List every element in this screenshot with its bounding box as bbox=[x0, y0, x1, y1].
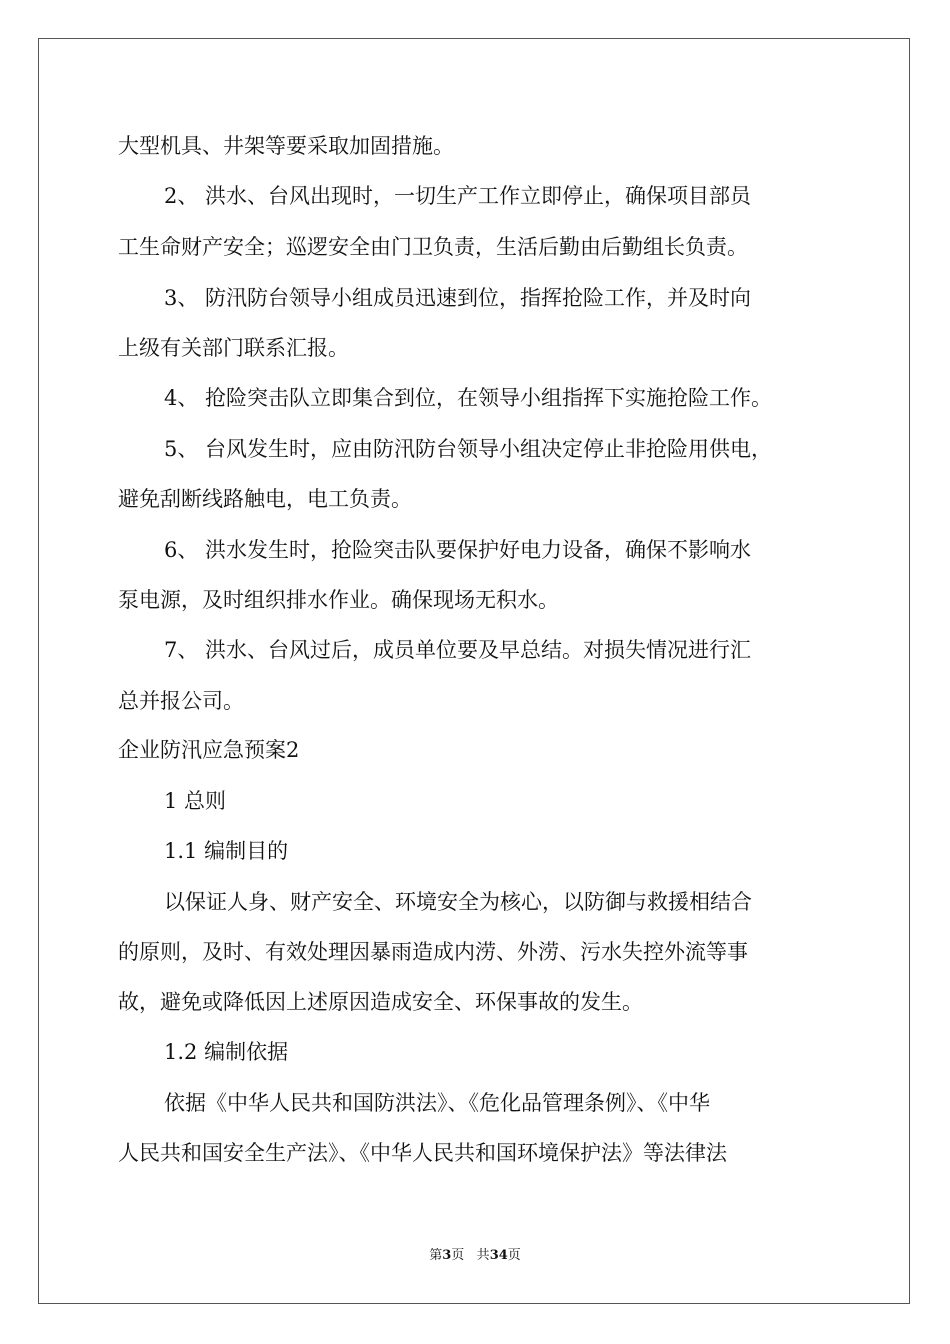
heading-level-1: 1 总则 bbox=[164, 789, 227, 813]
text-line: 工生命财产安全；巡逻安全由门卫负责，生活后勤由后勤组长负责。 bbox=[118, 235, 748, 259]
footer-total-suffix: 页 bbox=[507, 1248, 521, 1263]
text-line: 故，避免或降低因上述原因造成安全、环保事故的发生。 bbox=[118, 990, 643, 1014]
total-page-count: 34 bbox=[489, 1248, 508, 1263]
text-line: 总并报公司。 bbox=[118, 689, 244, 713]
heading-level-2: 1.2 编制依据 bbox=[164, 1040, 289, 1064]
text-line: 3、 防汛防台领导小组成员迅速到位，指挥抢险工作，并及时向 bbox=[164, 286, 752, 310]
text-line: 依据《中华人民共和国防洪法》、《危化品管理条例》、《中华 bbox=[164, 1091, 710, 1115]
text-line: 以保证人身、财产安全、环境安全为核心，以防御与救援相结合 bbox=[164, 890, 752, 914]
text-line: 4、 抢险突击队立即集合到位，在领导小组指挥下实施抢险工作。 bbox=[164, 386, 773, 410]
text-line: 上级有关部门联系汇报。 bbox=[118, 336, 349, 360]
current-page-number: 3 bbox=[442, 1248, 452, 1263]
text-line: 避免刮断线路触电，电工负责。 bbox=[118, 487, 412, 511]
text-line: 5、 台风发生时，应由防汛防台领导小组决定停止非抢险用供电， bbox=[164, 437, 773, 461]
text-line: 7、 洪水、台风过后，成员单位要及早总结。对损失情况进行汇 bbox=[164, 638, 752, 662]
text-line: 6、 洪水发生时，抢险突击队要保护好电力设备，确保不影响水 bbox=[164, 538, 752, 562]
text-line: 2、 洪水、台风出现时，一切生产工作立即停止，确保项目部员 bbox=[164, 184, 752, 208]
footer-total-prefix: 共 bbox=[476, 1248, 490, 1263]
section-title: 企业防汛应急预案2 bbox=[118, 738, 300, 762]
text-line: 人民共和国安全生产法》、《中华人民共和国环境保护法》等法律法 bbox=[118, 1141, 727, 1165]
text-line: 泵电源，及时组织排水作业。确保现场无积水。 bbox=[118, 588, 559, 612]
text-line: 大型机具、井架等要采取加固措施。 bbox=[118, 134, 454, 158]
page-footer bbox=[0, 1244, 950, 1263]
footer-page-suffix: 页 bbox=[451, 1248, 465, 1263]
text-line: 的原则，及时、有效处理因暴雨造成内涝、外涝、污水失控外流等事 bbox=[118, 940, 748, 964]
footer-prefix: 第 bbox=[429, 1248, 443, 1263]
heading-level-2: 1.1 编制目的 bbox=[164, 839, 289, 863]
